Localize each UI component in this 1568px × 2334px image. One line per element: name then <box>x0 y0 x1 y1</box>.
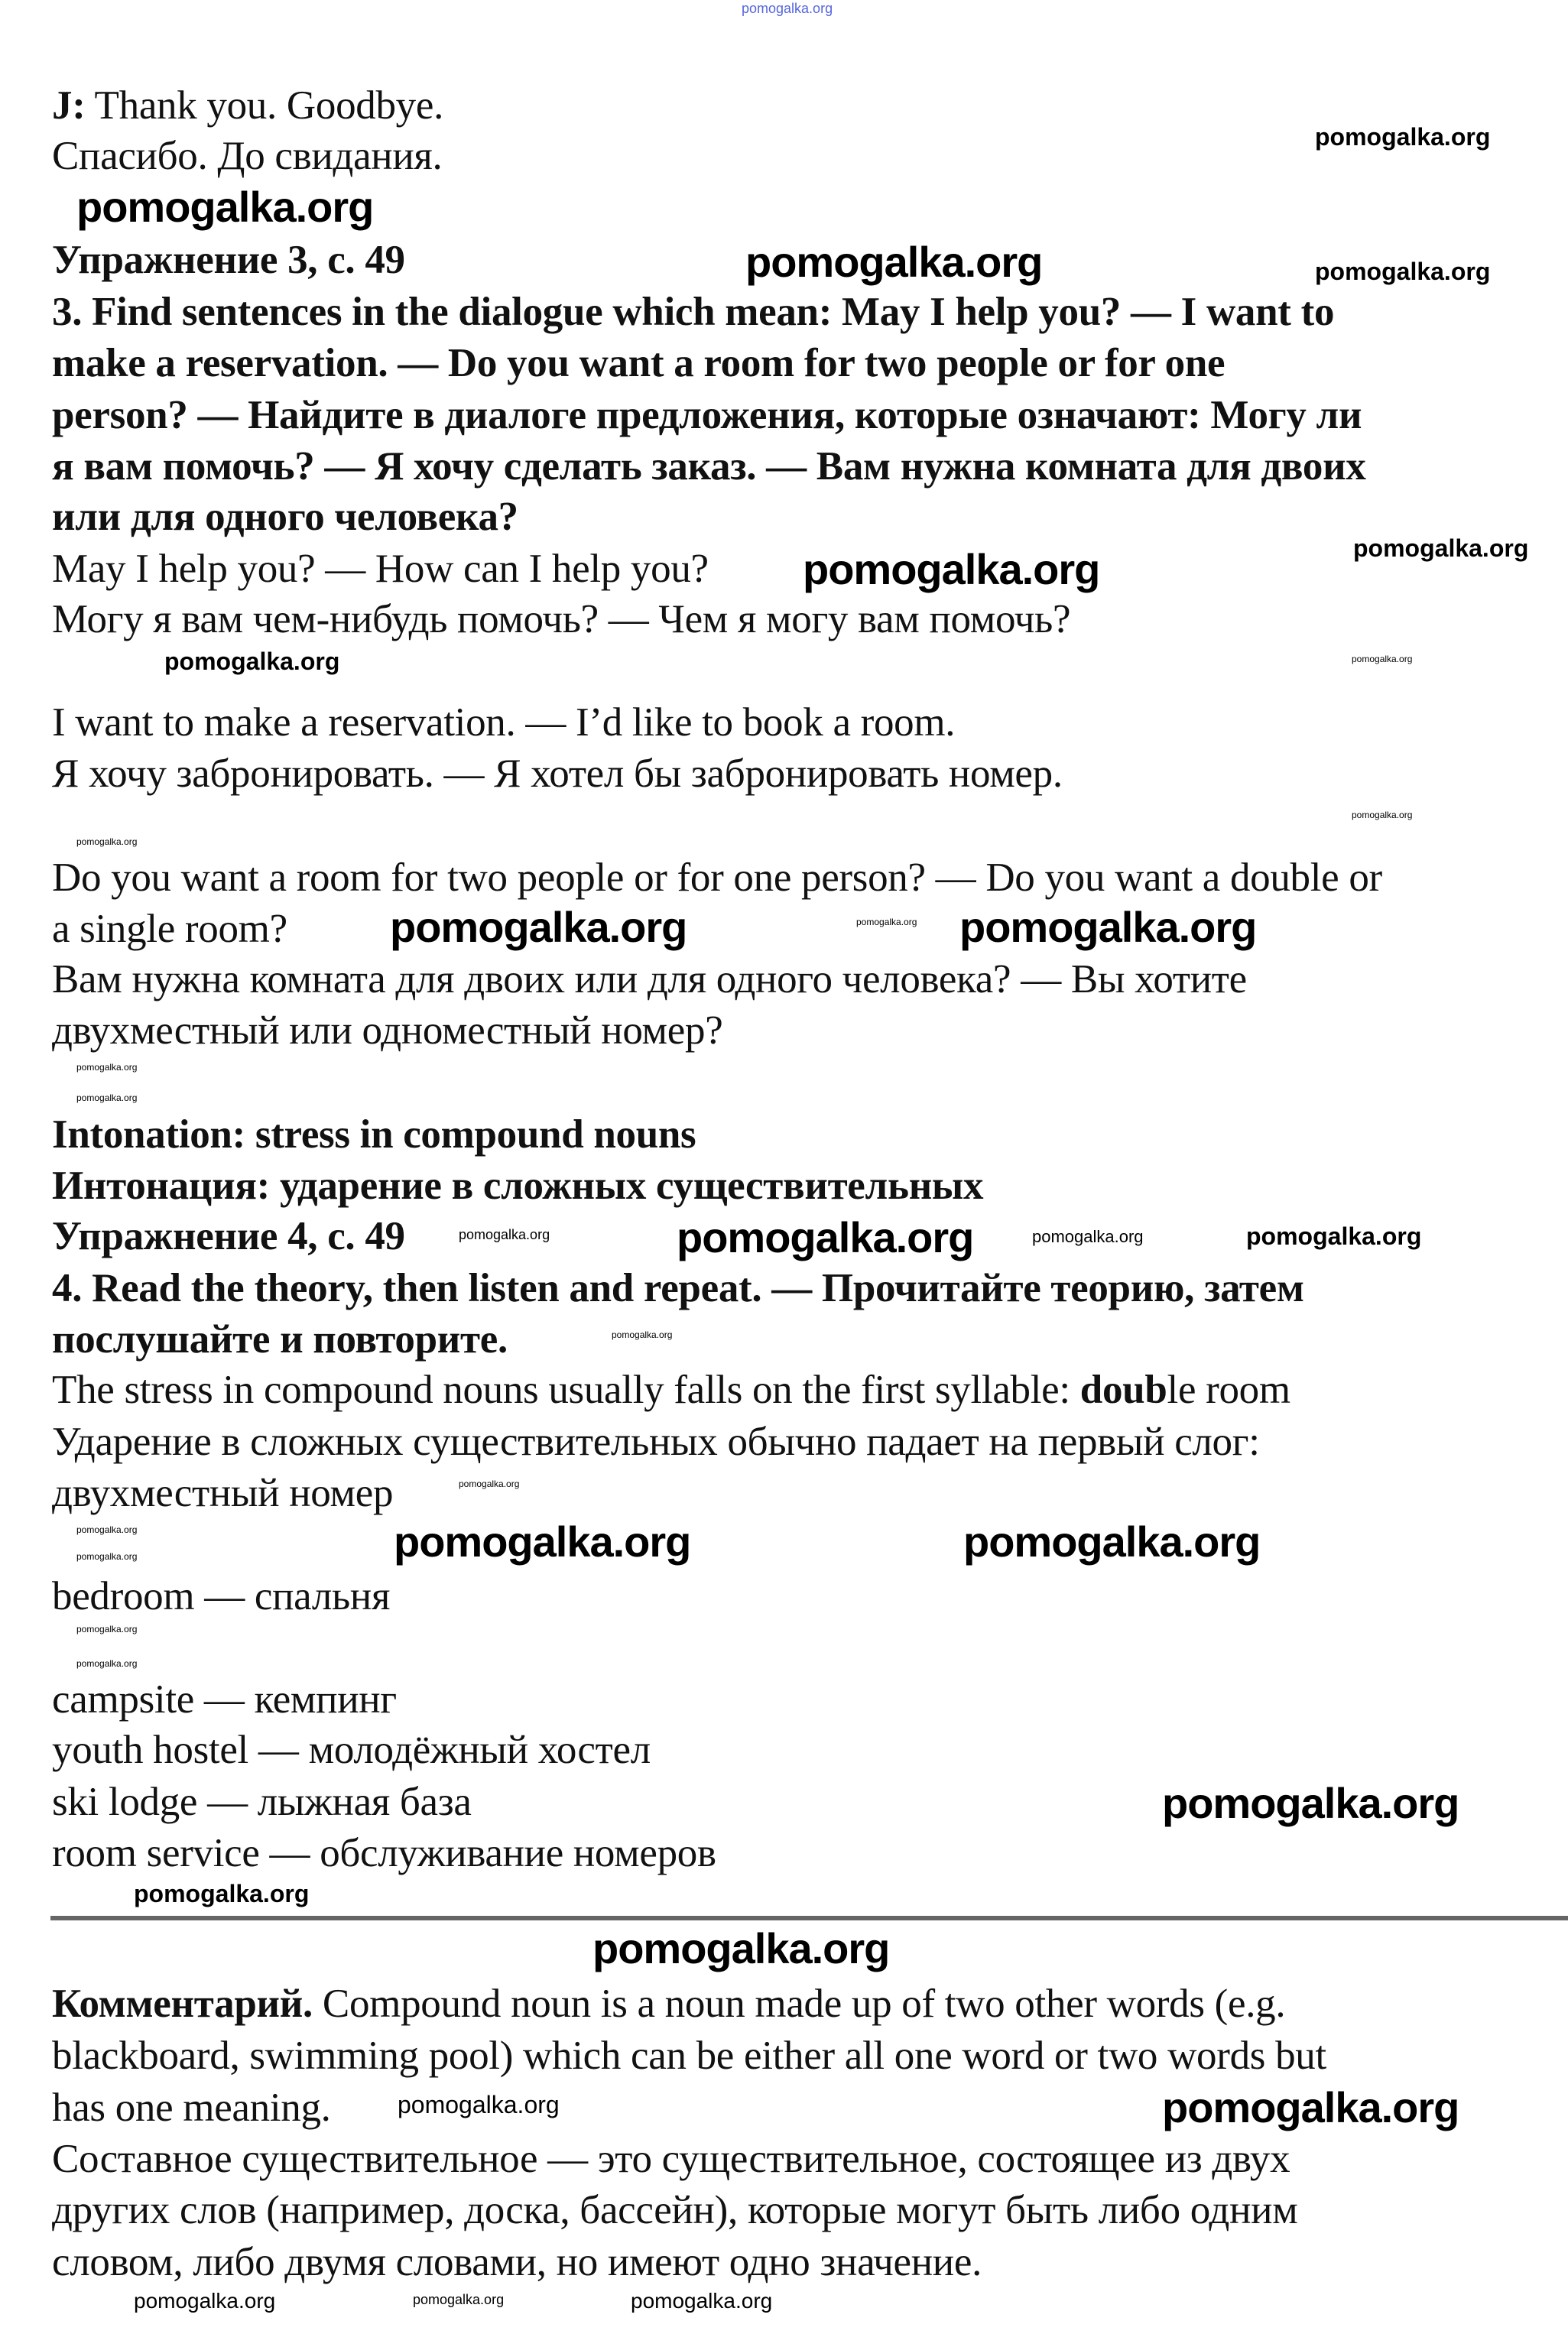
comment-line: других слов (например, доска, бассейн), которые могут быть либо одним <box>52 2188 1298 2232</box>
watermark: pomogalka.org <box>742 1 833 16</box>
watermark: pomogalka.org <box>1162 1779 1459 1827</box>
watermark: pomogalka.org <box>76 836 138 847</box>
task-text: person? — Найдите в диалоге предложения, которые означают: Могу ли <box>52 393 1362 437</box>
answer-line: Могу я вам чем-нибудь помочь? — Чем я могу вам помочь? <box>52 597 1071 641</box>
watermark: pomogalka.org <box>856 917 917 927</box>
comment-label: Комментарий. <box>52 1982 313 2026</box>
speaker-label: J: <box>52 83 86 128</box>
task-text: я вам помочь? — Я хочу сделать заказ. — Вам нужна комната для двоих <box>52 444 1366 489</box>
line-text: le room <box>1167 1368 1290 1412</box>
watermark: pomogalka.org <box>76 1062 138 1073</box>
watermark: pomogalka.org <box>1353 534 1529 562</box>
stressed-syllable: doub <box>1079 1368 1167 1412</box>
watermark: pomogalka.org <box>1032 1227 1144 1246</box>
watermark: pomogalka.org <box>1315 123 1491 151</box>
vocab-item: room service — обслуживание номеров <box>52 1831 716 1875</box>
line-text: The stress in compound nouns usually falls on the first syllable: <box>52 1368 1080 1412</box>
watermark: pomogalka.org <box>963 1518 1261 1566</box>
watermark: pomogalka.org <box>959 903 1257 951</box>
comment-line: Составное существительное — это существительное, состоящее из двух <box>52 2137 1290 2181</box>
comment-line: has one meaning. <box>52 2086 331 2130</box>
section-heading: Интонация: ударение в сложных существительных <box>52 1164 984 1208</box>
comment-line: словом, либо двумя словами, но имеют одно значение. <box>52 2240 982 2284</box>
watermark: pomogalka.org <box>1352 654 1413 664</box>
watermark: pomogalka.org <box>459 1227 550 1242</box>
comment-line <box>52 1981 1285 2027</box>
theory-line: двухместный номер <box>52 1471 394 1515</box>
comment-line: blackboard, swimming pool) which can be either all one word or two words but <box>52 2034 1326 2078</box>
watermark: pomogalka.org <box>76 1092 138 1103</box>
vocab-item: campsite — кемпинг <box>52 1677 397 1722</box>
watermark: pomogalka.org <box>413 2292 505 2307</box>
line-text: Compound noun is a noun made up of two other words (e.g. <box>312 1982 1286 2026</box>
watermark: pomogalka.org <box>76 1624 138 1634</box>
watermark: pomogalka.org <box>612 1329 673 1340</box>
watermark: pomogalka.org <box>164 648 340 675</box>
exercise-heading: Упражнение 4, с. 49 <box>52 1214 405 1258</box>
watermark: pomogalka.org <box>76 1658 138 1669</box>
dialogue-line <box>52 83 443 128</box>
theory-line <box>52 1367 1290 1413</box>
answer-line: I want to make a reservation. — I’d like to book a room. <box>52 700 956 745</box>
answer-line: Вам нужна комната для двоих или для одного человека? — Вы хотите <box>52 957 1247 1001</box>
watermark: pomogalka.org <box>76 1551 138 1562</box>
watermark: pomogalka.org <box>592 1924 890 1972</box>
watermark: pomogalka.org <box>745 238 1043 286</box>
vocab-item: ski lodge — лыжная база <box>52 1780 472 1824</box>
watermark: pomogalka.org <box>134 1880 310 1907</box>
answer-line: Do you want a room for two people or for one person? — Do you want a double or <box>52 855 1382 900</box>
watermark: pomogalka.org <box>459 1479 520 1489</box>
task-text: послушайте и повторите. <box>52 1317 508 1362</box>
watermark: pomogalka.org <box>134 2289 276 2313</box>
watermark: pomogalka.org <box>1315 258 1491 285</box>
answer-line: Я хочу забронировать. — Я хотел бы забронировать номер. <box>52 751 1063 796</box>
vocab-item: youth hostel — молодёжный хостел <box>52 1728 651 1772</box>
watermark: pomogalka.org <box>394 1518 691 1566</box>
watermark: pomogalka.org <box>677 1213 974 1261</box>
theory-line: Ударение в сложных существительных обычно падает на первый слог: <box>52 1420 1260 1464</box>
answer-line: a single room? <box>52 907 287 951</box>
translation-line: Спасибо. До свидания. <box>52 134 443 178</box>
exercise-heading: Упражнение 3, с. 49 <box>52 238 405 282</box>
watermark: pomogalka.org <box>1246 1222 1422 1250</box>
section-heading: Intonation: stress in compound nouns <box>52 1112 696 1157</box>
watermark: pomogalka.org <box>76 183 374 231</box>
answer-line: May I help you? — How can I help you? <box>52 547 709 591</box>
task-text: make a reservation. — Do you want a room for two people or for one <box>52 341 1226 385</box>
line-text: Thank you. Goodbye. <box>85 83 444 128</box>
watermark: pomogalka.org <box>1352 810 1413 820</box>
task-text: 4. Read the theory, then listen and repeat. — Прочитайте теорию, затем <box>52 1266 1304 1310</box>
divider <box>50 1916 1568 1920</box>
vocab-item: bedroom — спальня <box>52 1574 391 1618</box>
watermark: pomogalka.org <box>631 2289 773 2313</box>
answer-line: двухместный или одноместный номер? <box>52 1008 723 1053</box>
task-text: 3. Find sentences in the dialogue which mean: May I help you? — I want to <box>52 290 1335 334</box>
watermark: pomogalka.org <box>1162 2083 1459 2131</box>
task-text: или для одного человека? <box>52 495 518 539</box>
watermark: pomogalka.org <box>803 545 1100 593</box>
watermark: pomogalka.org <box>76 1524 138 1535</box>
watermark: pomogalka.org <box>390 903 687 951</box>
watermark: pomogalka.org <box>398 2091 560 2118</box>
